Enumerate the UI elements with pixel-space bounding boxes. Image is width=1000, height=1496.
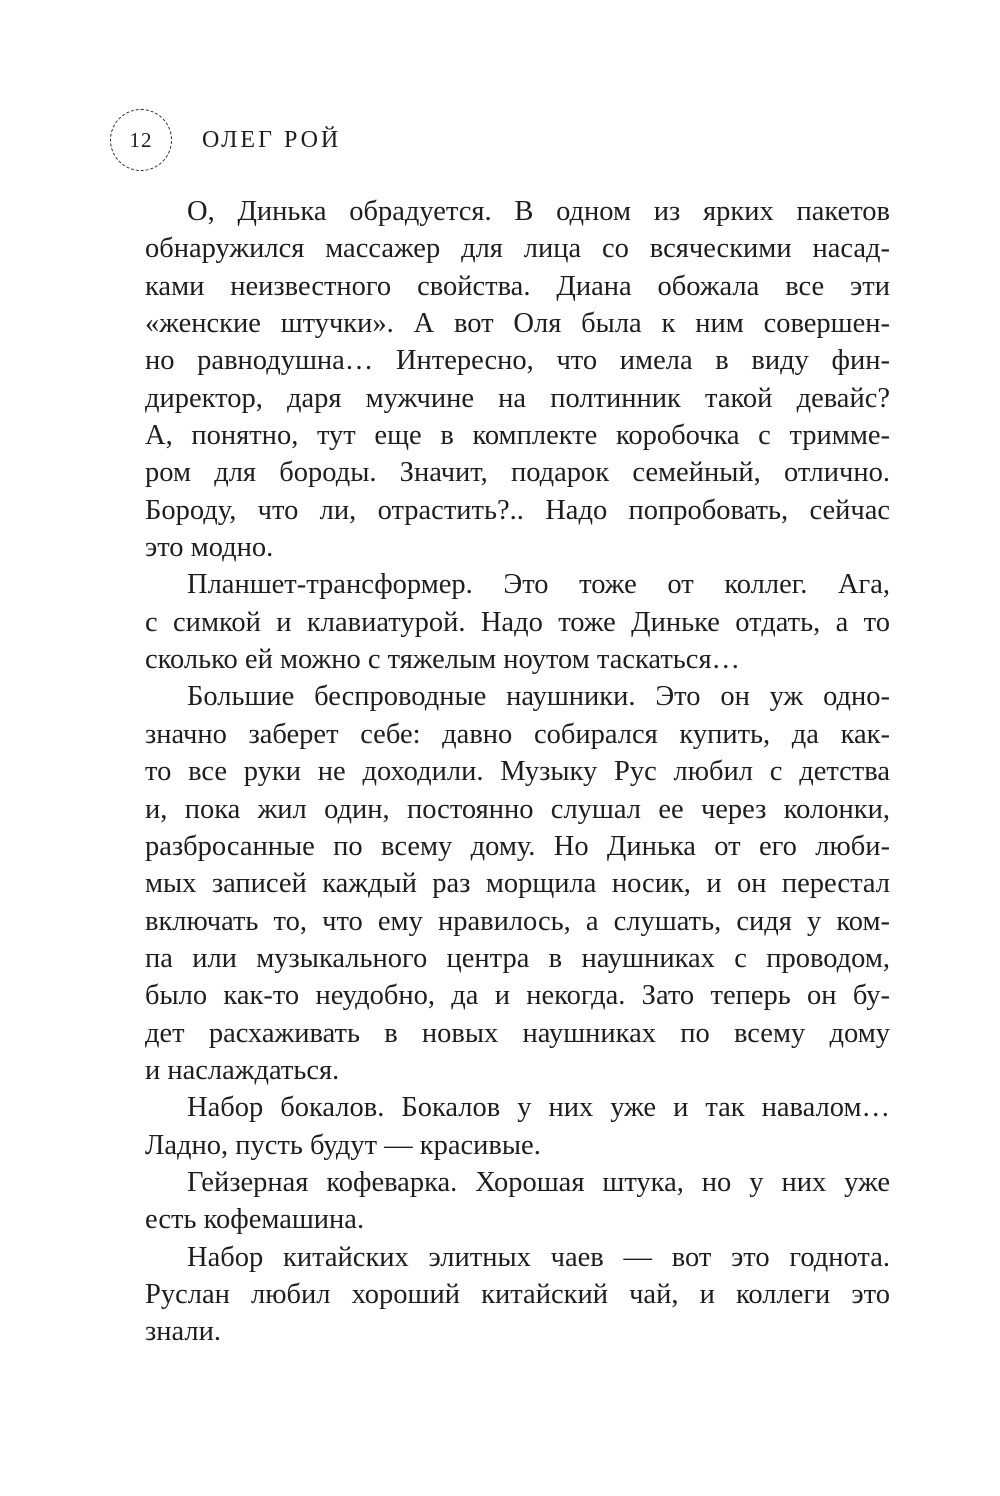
text-line: ками неизвестного свойства. Диана обожала все эти (145, 270, 890, 302)
text-line: это модно. (145, 532, 274, 564)
text-line: Планшет-трансформер. Это тоже от коллег. Ага, (187, 569, 890, 601)
text-line: Руслан любил хороший китайский чай, и коллеги это (145, 1278, 890, 1310)
text-line: А, понятно, тут еще в комплекте коробочка с тримме- (145, 420, 890, 452)
text-line: обнаружился массажер для лица со всяческими насад- (145, 233, 890, 265)
text-line: Бороду, что ли, отрастить?.. Надо попробовать, сейчас (145, 494, 890, 526)
text-line: и, пока жил один, постоянно слушал ее через колонки, (145, 793, 890, 825)
page-number-badge (110, 109, 172, 171)
text-line: Большие беспроводные наушники. Это он уж одно- (187, 681, 890, 713)
text-line: Набор бокалов. Бокалов у них уже и так навалом… (187, 1092, 890, 1124)
text-line: значно заберет себе: давно собирался купить, да как- (145, 718, 890, 750)
author-name: ОЛЕГ РОЙ (202, 126, 342, 153)
text-line: знали. (145, 1316, 222, 1348)
text-line: включать то, что ему нравилось, а слушать, сидя у ком- (145, 905, 890, 937)
text-line: директор, даря мужчине на полтинник такой девайс? (145, 382, 890, 414)
text-line: «женские штучки». А вот Оля была к ним совершен- (145, 308, 890, 340)
text-line: и наслаждаться. (145, 1054, 340, 1086)
text-line: то все руки не доходили. Музыку Рус любил с детства (145, 756, 890, 788)
text-line: О, Динька обрадуется. В одном из ярких пакетов (187, 196, 890, 227)
text-line: дет расхаживать в новых наушниках по всему дому (145, 1017, 890, 1049)
text-line: разбросанные по всему дому. Но Динька от его люби- (145, 830, 890, 862)
text-line: Набор китайских элитных чаев — вот это годнота. (187, 1241, 890, 1273)
running-header (110, 108, 341, 172)
page-number: 12 (129, 127, 153, 152)
text-line: мых записей каждый раз морщила носик, и он перестал (145, 868, 890, 900)
text-line: ром для бороды. Значит, подарок семейный, отлично. (145, 457, 890, 489)
text-line: Гейзерная кофеварка. Хорошая штука, но у них уже (187, 1166, 890, 1198)
text-line: было как-то неудобно, да и некогда. Зато теперь он бу- (145, 980, 890, 1012)
text-line: сколько ей можно с тяжелым ноутом таскаться… (145, 644, 741, 676)
text-line: есть кофемашина. (145, 1204, 365, 1236)
body-text (145, 193, 890, 1351)
text-line: па или музыкального центра в наушниках с проводом, (145, 942, 890, 974)
text-line: Ладно, пусть будут — красивые. (145, 1129, 541, 1161)
text-line: но равнодушна… Интересно, что имела в виду фин- (145, 345, 890, 377)
text-line: с симкой и клавиатурой. Надо тоже Диньке отдать, а то (145, 606, 890, 638)
